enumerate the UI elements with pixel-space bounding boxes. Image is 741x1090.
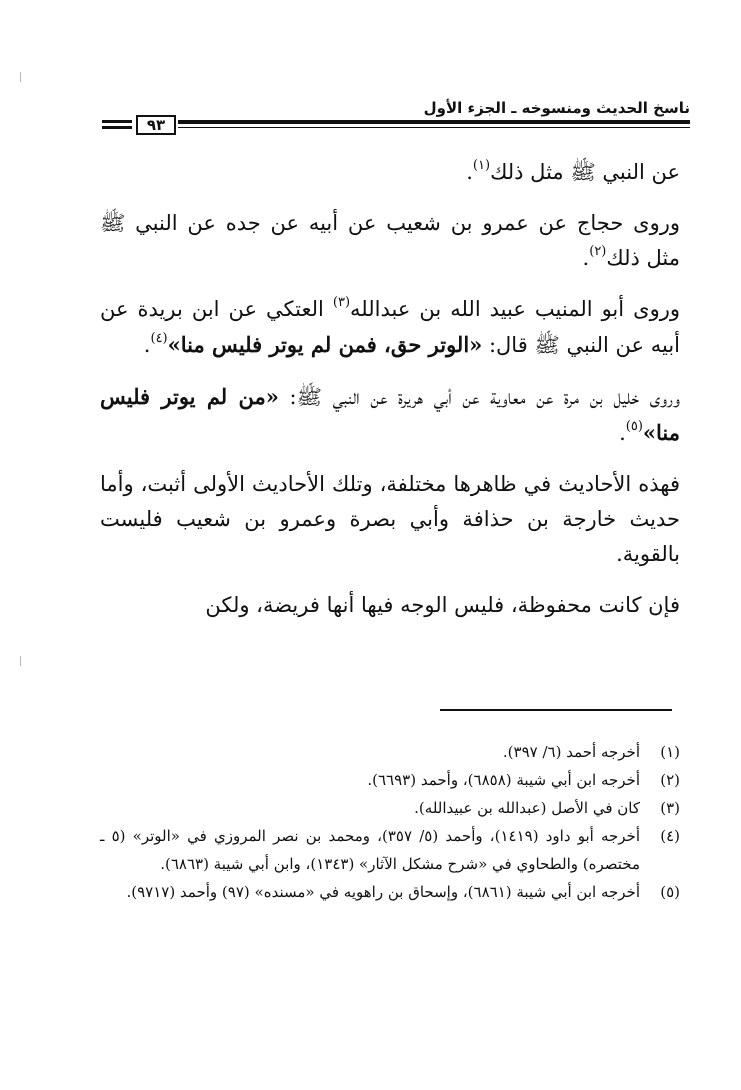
footnote-text: كان في الأصل (عبدالله بن عبيدالله). [414,799,640,817]
footnote [100,766,680,794]
footnotes [100,738,680,906]
footnote-text: أخرجه أبو داود (١٤١٩)، وأحمد (٥/ ٣٥٧)، ومحمد بن نصر المروزي في «الوتر» (٥ ـ مختصره) والطحاوي في «شرح مشكل الآثار» (١٣٤٣)، وابن أبي شيبة (٦٨٦٣). [100,827,640,873]
footnote-text: أخرجه ابن أبي شيبة (٦٨٦١)، وإسحاق بن راهويه في «مسنده» (٩٧) وأحمد (٩٧١٧). [126,883,640,901]
footnote-number: (٥) [660,883,680,901]
paragraph-text: فهذه الأحاديث في ظاهرها مختلفة، وتلك الأحاديث الأولى أثبت، وأما حديث خارجة بن حذافة وأبي بصرة وعمرو بن شعيب فليست بالقوية. [100,472,680,566]
page-header [100,97,690,137]
paragraph [100,206,680,276]
paragraph-text: وروى خليل بن مرة عن معاوية عن أبي هريرة عن النبي ﷺ: [278,385,680,409]
scan-edge-mark [20,656,21,666]
footnote-ref: (٢) [589,244,607,259]
footnote [100,794,680,822]
paragraph-end: . [466,160,473,184]
header-rule-thin [178,127,690,128]
footnote-ref: (٣) [332,295,351,310]
paragraph [100,379,680,451]
hadith-quote: «من لم يوتر فليس منا» [100,384,680,445]
main-text [100,155,680,639]
paragraph-text: وروى أبو المنيب عبيد الله بن عبدالله [350,297,680,321]
footnote-text: أخرجه أحمد (٦/ ٣٩٧). [502,743,640,761]
footnote-ref: (١) [472,158,491,173]
header-bar [102,120,132,123]
running-title: ناسخ الحديث ومنسوخه ـ الجزء الأول [423,99,690,117]
paragraph-text: فإن كانت محفوظة، فليس الوجه فيها أنها فريضة، ولكن [205,593,680,617]
paragraph-text: عن النبي ﷺ مثل ذلك [490,160,680,184]
paragraph [100,155,680,190]
footnote-ref: (٥) [625,419,643,434]
paragraph-end: . [582,246,590,270]
paragraph-end: . [619,421,626,445]
hadith-quote: «الوتر حق، فمن لم يوتر فليس منا» [167,332,483,357]
paragraph [100,292,680,363]
footnote-text: أخرجه ابن أبي شيبة (٦٨٥٨)، وأحمد (٦٦٩٣). [367,771,640,789]
footnote-separator [440,709,672,711]
paragraph [100,588,680,623]
footnote [100,738,680,766]
footnote [100,878,680,906]
footnote-number: (٣) [660,799,680,817]
header-rule-thick [178,120,690,124]
paragraph-end: . [143,333,151,357]
scan-edge-mark [20,72,21,82]
paragraph-text: وروى حجاج عن عمرو بن شعيب عن أبيه عن جده عن النبي ﷺ مثل ذلك [100,211,680,270]
paragraph-text: العتكي عن ابن بريدة عن أبيه عن النبي ﷺ قال: [100,297,680,357]
footnote-ref: (٤) [150,331,168,346]
footnote-number: (١) [660,743,680,761]
footnote-number: (٢) [660,771,680,789]
paragraph [100,467,680,572]
footnote [100,822,680,878]
header-bar [102,126,132,129]
page-number: ٩٣ [136,115,176,135]
footnote-number: (٤) [660,827,680,845]
